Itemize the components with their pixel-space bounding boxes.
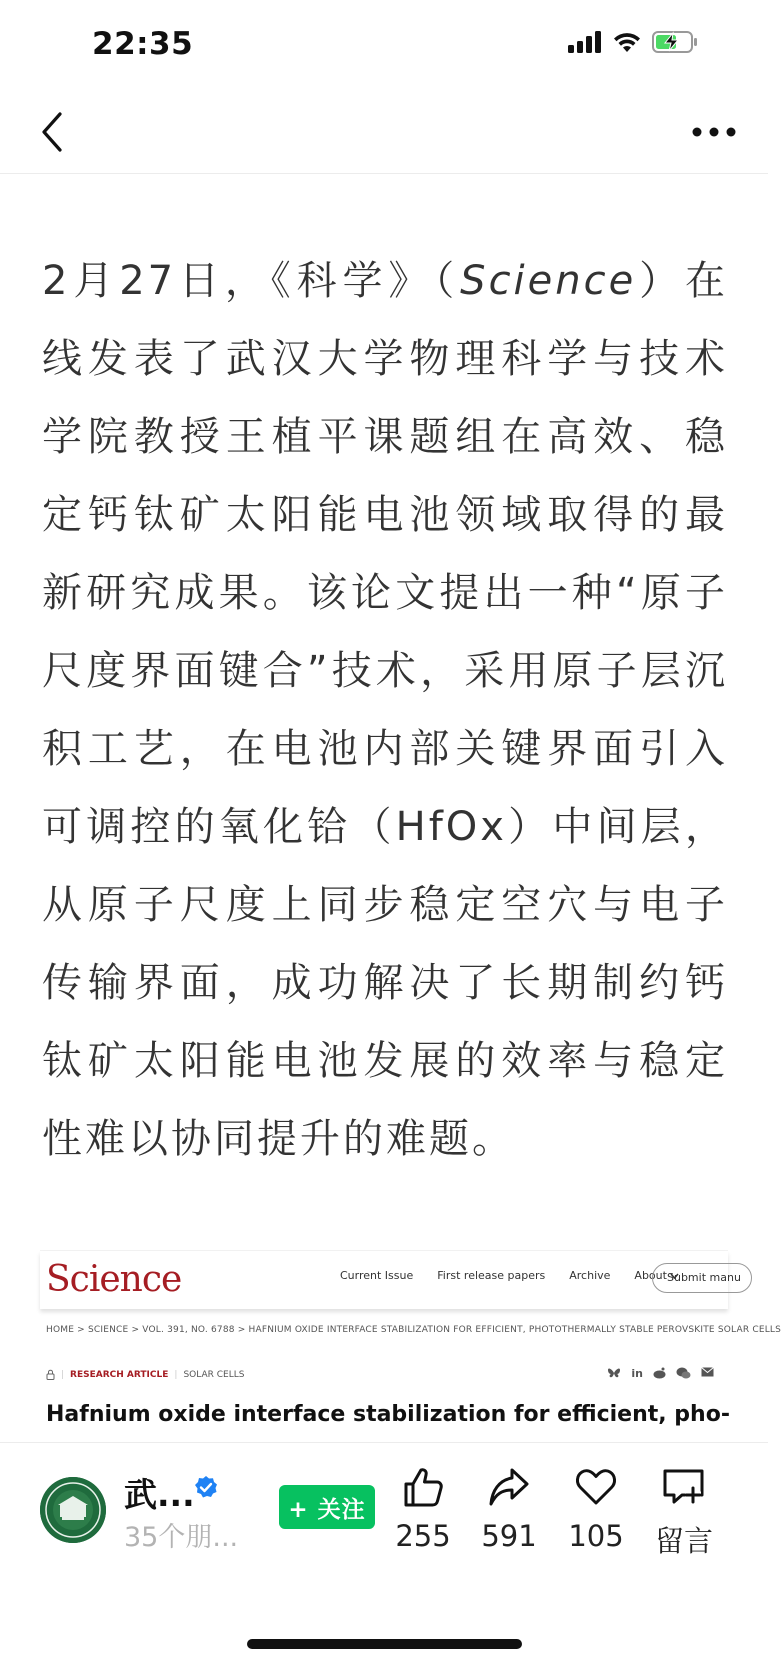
science-nav-link: First release papers (437, 1269, 546, 1282)
favorite-count: 105 (568, 1519, 624, 1553)
status-icons (568, 30, 698, 58)
article-text-part2: ）在线发表了武汉大学物理科学与技术学院教授王植平课题组在高效、稳定钙钛矿太阳能电池领域取得的最新研究成果。该论文提出一种“原子尺度界面键合”技术，采用原子层沉积工艺，在电池内部关键界面引入可调控的氧化铪（HfOx）中间层，从原子尺度上同步稳定空穴与电子传输界面，成功解决了长期制约钙钛矿太阳能电池发展的效率与稳定性难以协同提升的难题。 (42, 258, 728, 1162)
article-text-part1: 2月27日，《科学》（ (42, 258, 461, 304)
signal-icon (568, 31, 602, 57)
bottom-action-bar (0, 1442, 768, 1663)
meta-divider: | (174, 1369, 178, 1380)
favorite-button[interactable] (551, 1459, 641, 1553)
wechat-icon (676, 1367, 691, 1379)
science-article-meta (46, 1369, 244, 1380)
email-icon (701, 1367, 714, 1377)
wifi-icon (612, 31, 642, 57)
comment-label: 留言 (654, 1524, 713, 1558)
comment-add-icon (662, 1467, 706, 1507)
science-submit-button: Submit manu (652, 1263, 752, 1293)
home-indicator (247, 1639, 522, 1649)
science-logo: Science (46, 1259, 182, 1300)
account-name[interactable]: 武... (124, 1475, 195, 1514)
verified-badge-icon (194, 1475, 218, 1503)
nav-bar (0, 90, 768, 174)
research-article-label: RESEARCH ARTICLE (70, 1369, 169, 1380)
article-paragraph (42, 242, 728, 1178)
meta-divider: | (61, 1369, 65, 1380)
science-nav-link-about: About (634, 1269, 679, 1282)
like-count: 255 (395, 1519, 451, 1553)
follow-button[interactable]: + 关注 (279, 1485, 375, 1529)
science-nav-links (340, 1269, 679, 1282)
science-article-title: Hafnium oxide interface stabilization for efficient, pho- (46, 1402, 730, 1427)
thumbs-up-icon (402, 1466, 444, 1508)
more-button[interactable] (688, 110, 740, 154)
chevron-left-icon (38, 110, 66, 154)
bluesky-icon (607, 1367, 621, 1379)
science-nav-link: Archive (569, 1269, 611, 1282)
status-time: 22:35 (92, 26, 194, 62)
more-horizontal-icon (692, 127, 736, 137)
share-button[interactable] (464, 1459, 554, 1553)
heart-icon (575, 1468, 617, 1506)
science-breadcrumb: HOME > SCIENCE > VOL. 391, NO. 6788 > HAFNIUM OXIDE INTERFACE STABILIZATION FOR EFFICIENT, PHOTOTHERMALLY STABLE PEROVSKITE SOLAR CELLS (46, 1325, 781, 1335)
account-followers-text: 35个朋... (124, 1522, 239, 1553)
share-arrow-icon (488, 1467, 530, 1507)
like-button[interactable] (378, 1459, 468, 1553)
lock-icon (46, 1369, 55, 1380)
science-header (40, 1251, 741, 1309)
science-share-icons (607, 1367, 714, 1380)
section-label: SOLAR CELLS (183, 1369, 245, 1380)
share-count: 591 (481, 1519, 537, 1553)
science-nav-link: Current Issue (340, 1269, 414, 1282)
article-text-italic: Science (460, 258, 637, 304)
back-button[interactable] (26, 104, 78, 160)
battery-charging-icon (652, 30, 698, 58)
article-body (42, 242, 728, 1178)
status-bar (0, 0, 768, 90)
linkedin-icon: in (631, 1367, 643, 1380)
comment-button[interactable] (639, 1459, 729, 1560)
reddit-icon (653, 1367, 666, 1379)
account-avatar[interactable] (40, 1477, 106, 1543)
article-image[interactable] (40, 1250, 781, 1442)
